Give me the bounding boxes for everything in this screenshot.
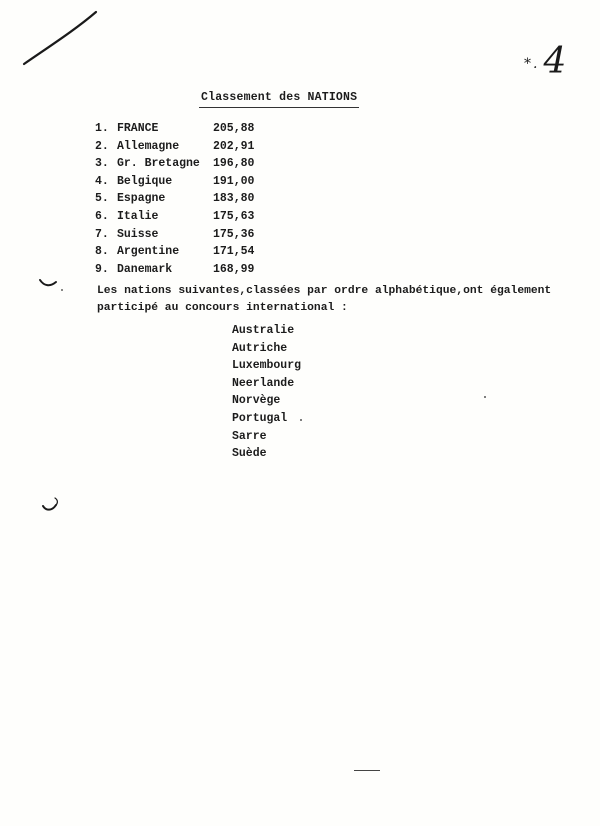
country-name: Gr. Bretagne (117, 157, 200, 171)
other-nation-item: Neerlande (232, 376, 295, 390)
ranking-row (95, 190, 315, 208)
rank-number: 8. (95, 245, 109, 259)
rank-number: 4. (95, 174, 109, 188)
ranking-row (95, 208, 315, 226)
country-name: Italie (117, 209, 159, 223)
country-score: 191,00 (213, 174, 255, 188)
rank-number: 5. (95, 192, 109, 206)
ranking-row (95, 226, 315, 244)
other-nations-list (232, 322, 301, 463)
other-nation-item: Luxembourg (232, 359, 302, 373)
other-nation-item: Norvège (232, 394, 281, 408)
country-score: 196,80 (213, 157, 255, 171)
paper-speck (484, 396, 486, 398)
participation-paragraph (97, 283, 577, 317)
rank-number: 1. (95, 122, 109, 135)
other-nation-item: Portugal (232, 411, 288, 425)
handwritten-slash-mark (20, 8, 110, 68)
other-nation-item: Australie (232, 324, 295, 337)
ranking-row (95, 120, 315, 138)
ranking-row (95, 261, 315, 279)
rank-number: 3. (95, 157, 109, 171)
ranking-row (95, 243, 315, 261)
rank-number: 7. (95, 227, 109, 241)
ranking-row (95, 173, 315, 191)
country-name: Espagne (117, 192, 166, 206)
punch-hole-mark (40, 494, 64, 518)
paragraph-line-1: Les nations suivantes,classées par ordre alphabétique,ont également (97, 285, 552, 297)
title-underline (199, 107, 359, 108)
country-name: Danemark (117, 262, 173, 276)
ranking-row (95, 155, 315, 173)
nations-ranking-list (95, 120, 315, 278)
footer-dash (354, 770, 380, 771)
punch-hole-mark (38, 270, 68, 294)
other-nation-item: Suède (232, 447, 267, 461)
rank-number: 6. (95, 209, 109, 223)
country-score: 171,54 (213, 245, 255, 259)
country-score: 202,91 (213, 139, 255, 153)
page-number-value: 4 (543, 41, 569, 82)
country-score: 175,63 (213, 209, 255, 223)
country-score: 205,88 (213, 122, 255, 135)
country-name: Allemagne (117, 139, 180, 153)
country-name: Argentine (117, 245, 180, 259)
page-number: *. 4 (524, 41, 569, 82)
country-name: Belgique (117, 174, 173, 188)
country-score: 175,36 (213, 227, 255, 241)
country-score: 183,80 (213, 192, 255, 206)
other-nation-item: Sarre (232, 429, 267, 443)
document-title: Classement des NATIONS (201, 91, 358, 104)
ranking-row (95, 138, 315, 156)
country-name: FRANCE (117, 122, 159, 135)
paper-speck (300, 419, 302, 421)
rank-number: 9. (95, 262, 109, 276)
paragraph-line-2: participé au concours international : (97, 302, 348, 314)
other-nation-item: Autriche (232, 341, 288, 355)
rank-number: 2. (95, 139, 109, 153)
country-name: Suisse (117, 227, 159, 241)
country-score: 168,99 (213, 262, 255, 276)
